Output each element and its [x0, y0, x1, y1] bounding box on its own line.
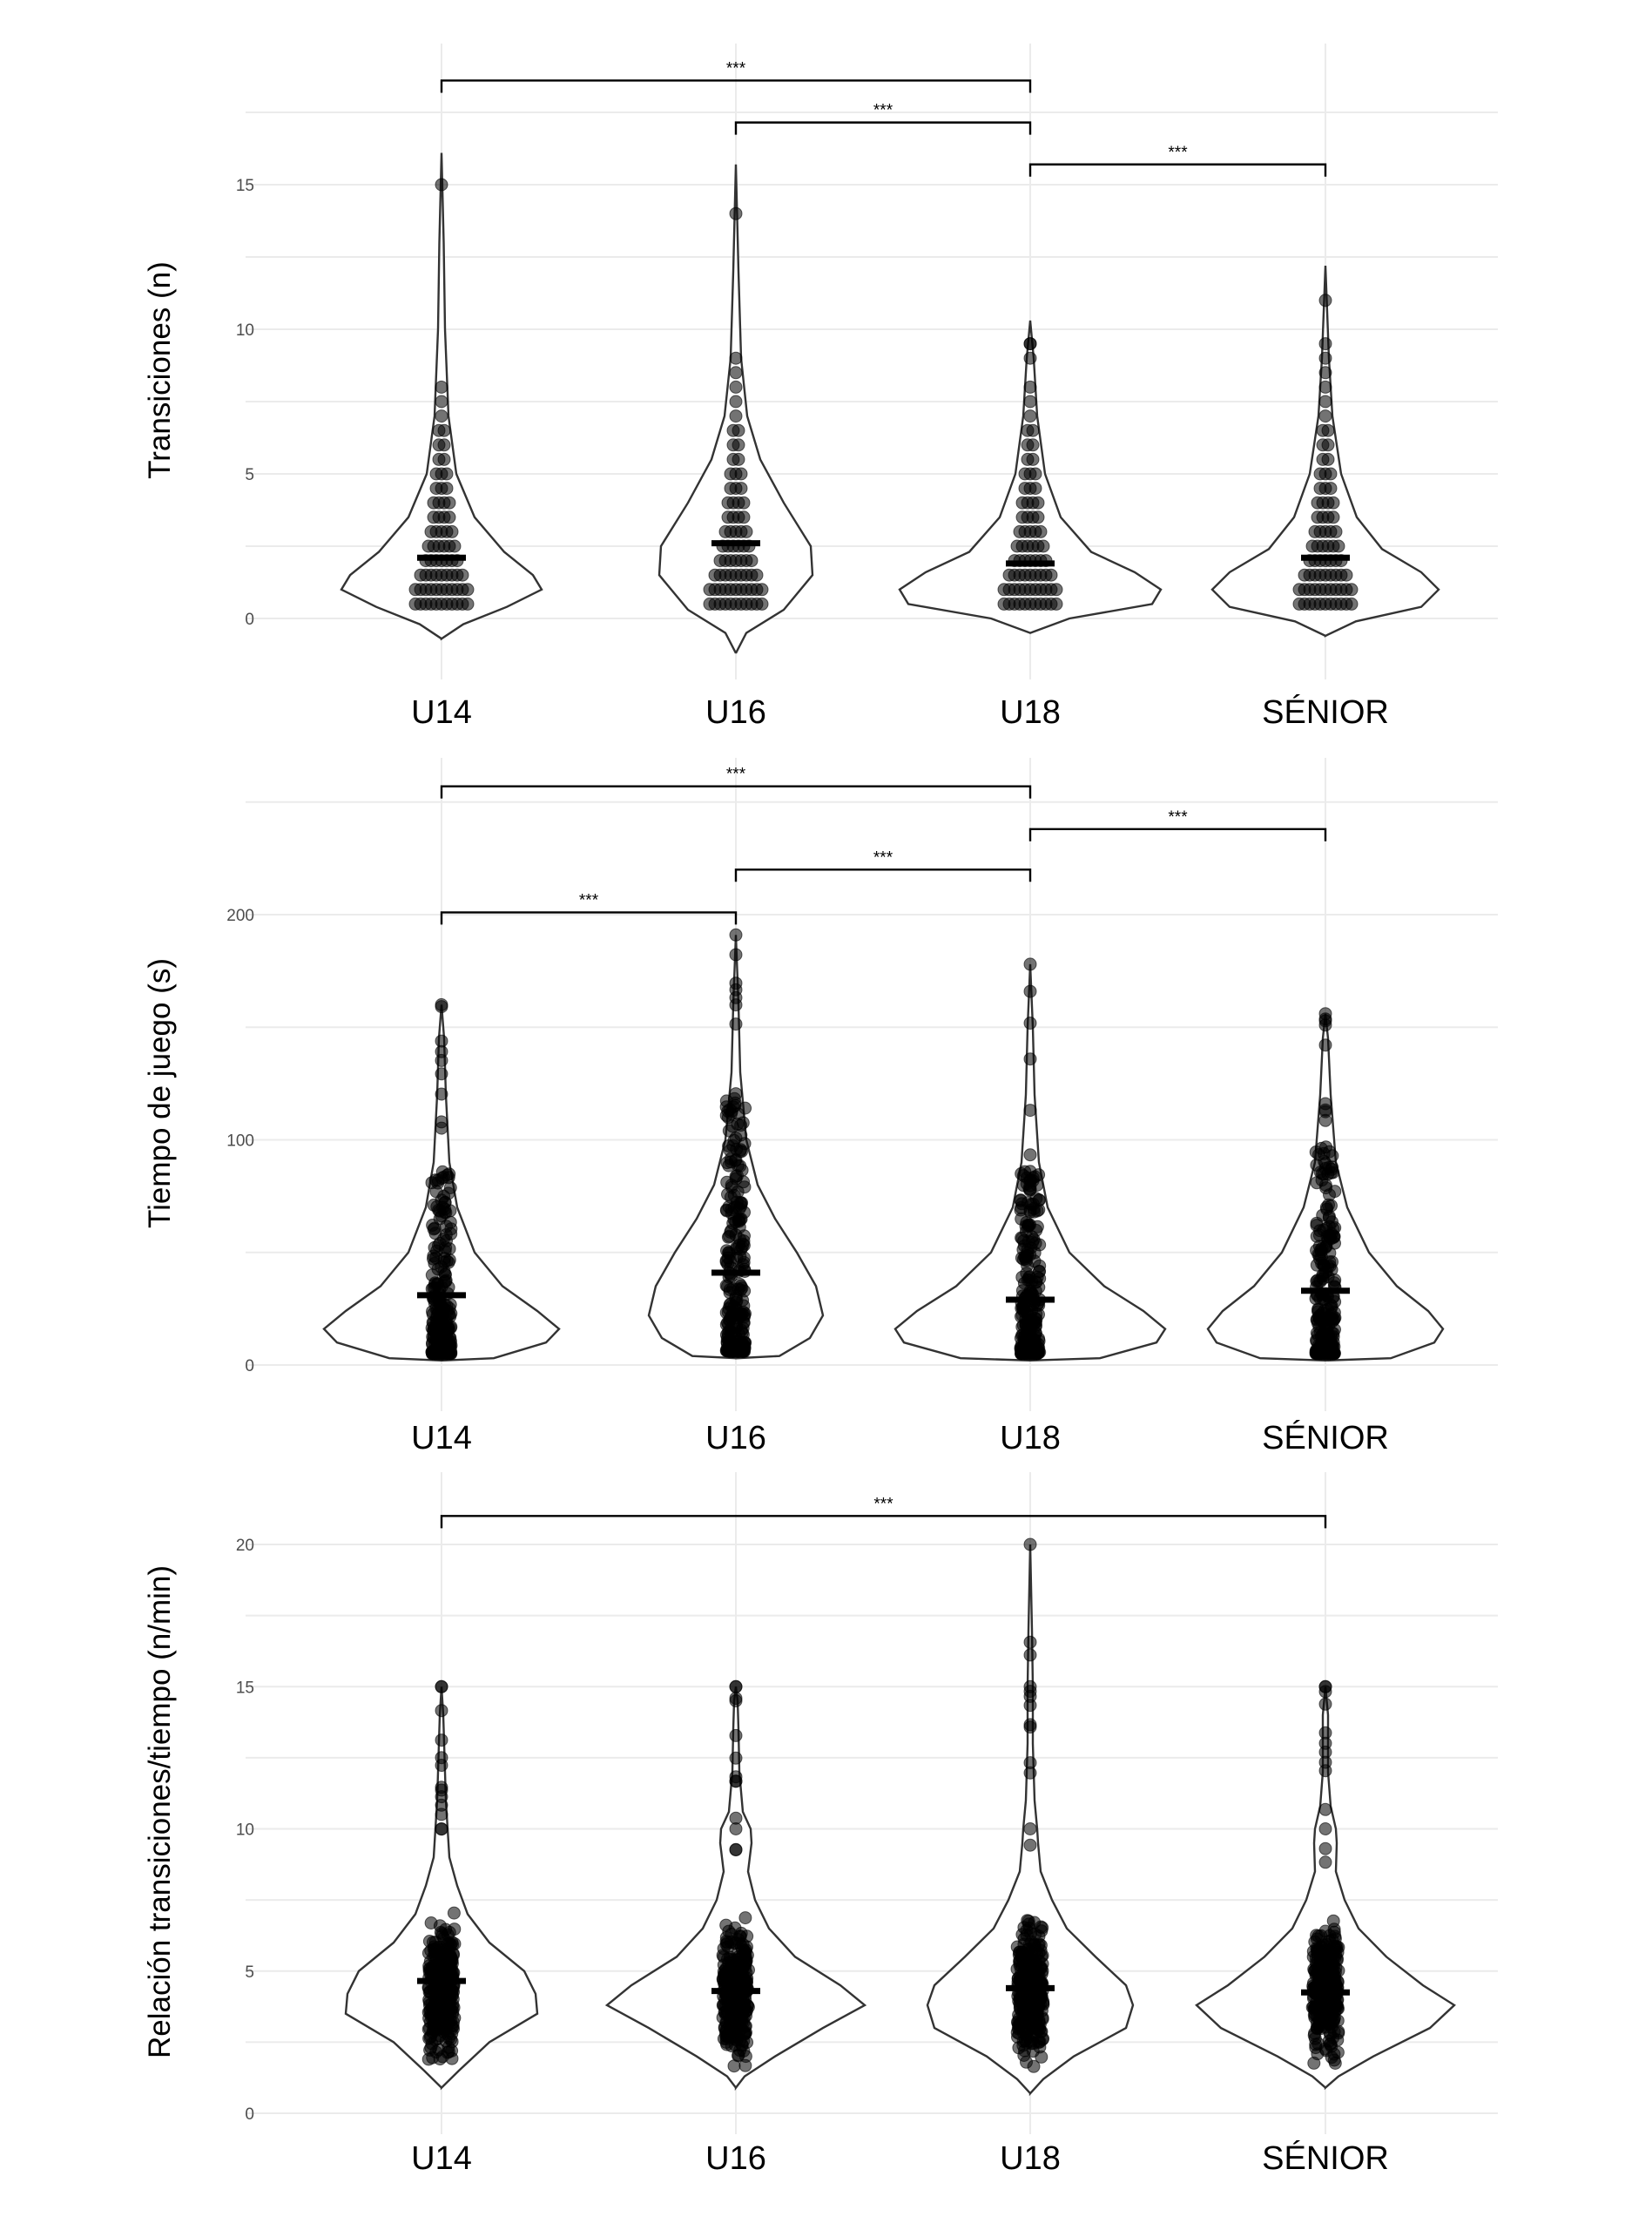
- data-point: [448, 1907, 460, 1919]
- data-point: [1332, 2046, 1344, 2058]
- data-point: [1033, 1342, 1045, 1355]
- data-point: [438, 1932, 450, 1944]
- data-point: [1319, 1158, 1332, 1170]
- data-point: [462, 598, 474, 610]
- data-point: [1325, 468, 1337, 480]
- data-point: [1028, 2060, 1040, 2072]
- x-tick-label: U18: [1000, 2140, 1061, 2177]
- data-point: [1315, 2010, 1327, 2022]
- data-point: [1027, 439, 1039, 451]
- data-point: [1024, 1538, 1036, 1551]
- data-point: [436, 2010, 448, 2023]
- data-point: [1319, 294, 1332, 307]
- data-point: [1024, 1149, 1036, 1161]
- data-point: [435, 1808, 448, 1821]
- data-point: [1032, 497, 1044, 509]
- data-point: [1327, 511, 1339, 524]
- data-point: [435, 1734, 448, 1747]
- data-point: [1319, 367, 1332, 379]
- data-point: [429, 1945, 442, 1957]
- data-point: [735, 483, 747, 495]
- data-point: [730, 367, 742, 379]
- points-u16: [720, 929, 752, 1357]
- x-tick-label: U14: [411, 1420, 472, 1456]
- data-point: [730, 207, 742, 220]
- data-point: [1026, 2006, 1038, 2018]
- data-point: [441, 1234, 453, 1247]
- data-point: [1319, 1698, 1332, 1710]
- data-point: [435, 1088, 448, 1100]
- data-point: [1024, 1105, 1036, 1117]
- data-point: [1018, 1938, 1030, 1950]
- data-point: [1011, 2026, 1023, 2038]
- data-point: [440, 1335, 452, 1348]
- data-point: [756, 584, 768, 596]
- data-point: [432, 1278, 444, 1290]
- data-point: [446, 2044, 458, 2057]
- significance-label: ***: [1168, 143, 1188, 162]
- significance-label: ***: [873, 848, 893, 868]
- data-point: [1311, 1259, 1323, 1271]
- significance-bracket: [1030, 165, 1325, 177]
- data-point: [739, 2059, 752, 2071]
- data-point: [730, 999, 742, 1011]
- data-point: [435, 179, 448, 191]
- data-point: [1020, 1253, 1032, 1265]
- data-point: [751, 569, 763, 581]
- data-point: [740, 525, 752, 537]
- data-point: [1024, 1700, 1036, 1712]
- data-point: [720, 1999, 732, 2011]
- data-point: [1035, 1921, 1047, 1933]
- data-point: [1016, 1346, 1028, 1358]
- data-point: [435, 1680, 448, 1693]
- data-point: [738, 1240, 750, 1252]
- panel-relacion-transiciones-tiempo: [143, 1472, 1498, 2177]
- data-point: [732, 453, 745, 465]
- y-tick-label: 0: [245, 611, 254, 629]
- data-point: [1024, 1757, 1036, 1769]
- data-point: [430, 1252, 442, 1264]
- data-point: [1319, 1680, 1332, 1693]
- data-point: [732, 439, 745, 451]
- data-point: [1035, 525, 1047, 537]
- data-point: [1319, 1039, 1332, 1051]
- data-point: [1015, 1194, 1027, 1206]
- data-point: [1327, 497, 1339, 509]
- data-point: [1024, 338, 1036, 350]
- data-point: [448, 540, 461, 552]
- data-point: [1319, 1842, 1332, 1855]
- data-point: [741, 1972, 753, 1984]
- data-point: [1024, 1206, 1036, 1218]
- data-point: [441, 468, 453, 480]
- data-point: [1308, 2030, 1320, 2042]
- data-point: [435, 1068, 448, 1080]
- y-tick-label: 5: [245, 466, 254, 484]
- data-point: [435, 1122, 448, 1134]
- y-tick-label: 15: [235, 1679, 254, 1698]
- data-point: [724, 1284, 736, 1296]
- x-tick-label: SÉNIOR: [1262, 2140, 1389, 2177]
- data-point: [1024, 1839, 1036, 1851]
- data-point: [1322, 424, 1334, 436]
- data-point: [441, 483, 453, 495]
- data-point: [1315, 1929, 1327, 1942]
- points-u14: [426, 998, 457, 1360]
- data-point: [435, 1210, 448, 1222]
- significance-label: ***: [725, 59, 746, 78]
- data-point: [739, 1912, 752, 1924]
- data-point: [730, 352, 742, 364]
- data-point: [443, 1168, 455, 1180]
- significance-label: ***: [873, 1495, 893, 1514]
- data-point: [1319, 1008, 1332, 1020]
- x-tick-label: U18: [1000, 1420, 1061, 1456]
- x-tick-label: U18: [1000, 694, 1061, 731]
- data-point: [428, 1223, 440, 1235]
- y-tick-label: 20: [235, 1537, 254, 1555]
- data-point: [435, 1705, 448, 1717]
- data-point: [1332, 540, 1345, 552]
- data-point: [730, 1153, 742, 1166]
- data-point: [1319, 410, 1332, 422]
- data-point: [730, 929, 742, 941]
- data-point: [1319, 338, 1332, 350]
- data-point: [1050, 598, 1062, 610]
- data-point: [1029, 1316, 1042, 1328]
- data-point: [1024, 352, 1036, 364]
- data-point: [738, 497, 750, 509]
- data-point: [736, 1327, 748, 1339]
- x-tick-label: SÉNIOR: [1262, 694, 1389, 731]
- data-point: [732, 1108, 745, 1120]
- data-point: [1024, 1823, 1036, 1835]
- x-tick-label: U14: [411, 2140, 472, 2177]
- data-point: [1345, 598, 1358, 610]
- data-point: [722, 1231, 734, 1243]
- data-point: [1319, 1803, 1332, 1815]
- data-point: [1014, 1959, 1026, 1971]
- y-axis-label: Tiempo de juego (s): [143, 958, 177, 1228]
- data-point: [1318, 1345, 1331, 1357]
- data-point: [730, 1018, 742, 1031]
- data-point: [1319, 1727, 1332, 1739]
- data-point: [1319, 1823, 1332, 1835]
- data-point: [1016, 1233, 1028, 1245]
- data-point: [435, 1784, 448, 1796]
- y-tick-label: 10: [235, 321, 254, 340]
- data-point: [1036, 2013, 1049, 2025]
- data-point: [730, 1823, 742, 1835]
- y-tick-label: 10: [235, 1821, 254, 1840]
- data-point: [730, 949, 742, 961]
- data-point: [1034, 1260, 1046, 1272]
- data-point: [1024, 395, 1036, 408]
- data-point: [1050, 584, 1062, 596]
- data-point: [1319, 1114, 1332, 1126]
- y-tick-label: 15: [235, 177, 254, 195]
- data-point: [1319, 1856, 1332, 1868]
- data-point: [756, 598, 768, 610]
- data-point: [1319, 352, 1332, 364]
- data-point: [730, 1680, 742, 1693]
- y-axis-label: Transiciones (n): [143, 261, 177, 479]
- data-point: [425, 2030, 437, 2042]
- data-point: [1024, 1649, 1036, 1661]
- data-point: [1313, 1229, 1325, 1241]
- data-point: [732, 424, 745, 436]
- data-point: [1310, 1963, 1322, 1976]
- data-point: [1022, 1274, 1034, 1286]
- significance-bracket: [736, 869, 1030, 882]
- data-point: [1316, 1312, 1328, 1324]
- y-tick-label: 0: [245, 2105, 254, 2124]
- x-tick-label: U16: [705, 2140, 766, 2177]
- significance-label: ***: [1168, 808, 1188, 827]
- data-point: [1045, 569, 1057, 581]
- data-point: [1316, 1975, 1328, 1987]
- data-point: [730, 1695, 742, 1707]
- data-point: [1024, 985, 1036, 997]
- data-point: [1024, 1017, 1036, 1030]
- data-point: [425, 2042, 437, 2054]
- data-point: [728, 1213, 740, 1226]
- data-point: [1019, 2044, 1031, 2057]
- data-point: [1322, 439, 1334, 451]
- data-point: [1321, 1997, 1333, 2010]
- panel-transiciones: [143, 44, 1498, 731]
- data-point: [1319, 381, 1332, 393]
- data-point: [1024, 1719, 1036, 1731]
- data-point: [1024, 1680, 1036, 1693]
- significance-bracket: [736, 123, 1030, 135]
- data-point: [730, 395, 742, 408]
- data-point: [1027, 453, 1039, 465]
- data-point: [435, 998, 448, 1010]
- data-point: [745, 555, 758, 567]
- data-point: [1024, 1053, 1036, 1065]
- data-point: [738, 1341, 751, 1354]
- data-point: [425, 1917, 437, 1929]
- data-point: [1029, 468, 1042, 480]
- data-point: [1328, 1314, 1340, 1326]
- data-point: [1024, 410, 1036, 422]
- significance-label: ***: [725, 765, 746, 784]
- data-point: [1313, 1240, 1325, 1253]
- data-point: [730, 1132, 742, 1144]
- data-point: [1325, 483, 1337, 495]
- data-point: [1037, 540, 1049, 552]
- data-point: [435, 395, 448, 408]
- data-point: [1319, 1756, 1332, 1768]
- x-tick-label: U16: [705, 1420, 766, 1456]
- data-point: [732, 2015, 745, 2027]
- data-point: [720, 1256, 732, 1268]
- data-point: [435, 1823, 448, 1835]
- data-point: [1024, 381, 1036, 393]
- data-point: [456, 569, 469, 581]
- significance-bracket: [442, 1516, 1325, 1528]
- x-tick-label: SÉNIOR: [1262, 1420, 1389, 1456]
- data-point: [1345, 584, 1358, 596]
- data-point: [728, 2031, 740, 2044]
- data-point: [1322, 453, 1334, 465]
- data-point: [1032, 511, 1044, 524]
- y-axis-label: Relación transiciones/tiempo (n/min): [143, 1564, 177, 2059]
- data-point: [741, 1930, 753, 1943]
- data-point: [442, 1992, 455, 2004]
- data-point: [735, 468, 747, 480]
- x-tick-label: U16: [705, 694, 766, 731]
- data-point: [730, 1170, 742, 1182]
- data-point: [1024, 958, 1036, 970]
- data-point: [1024, 1636, 1036, 1648]
- data-point: [1308, 2057, 1320, 2069]
- data-point: [1324, 2018, 1336, 2031]
- data-point: [730, 1088, 742, 1100]
- data-point: [728, 2060, 740, 2072]
- y-tick-label: 200: [226, 907, 254, 925]
- data-point: [1319, 2043, 1332, 2055]
- significance-label: ***: [873, 101, 893, 120]
- data-point: [435, 1194, 448, 1206]
- data-point: [1324, 1189, 1336, 1201]
- data-point: [1323, 1212, 1335, 1224]
- data-point: [462, 584, 474, 596]
- data-point: [435, 1760, 448, 1772]
- y-tick-label: 100: [226, 1132, 254, 1151]
- data-point: [443, 511, 455, 524]
- data-point: [438, 424, 450, 436]
- data-point: [1024, 1166, 1036, 1178]
- panel-tiempo-de-juego: [143, 758, 1498, 1456]
- data-point: [731, 1201, 743, 1213]
- data-point: [438, 453, 450, 465]
- y-tick-label: 0: [245, 1357, 254, 1375]
- data-point: [1319, 1098, 1332, 1110]
- significance-bracket: [1030, 829, 1325, 841]
- data-point: [443, 497, 455, 509]
- data-point: [730, 1775, 742, 1787]
- data-point: [1029, 483, 1042, 495]
- data-point: [730, 410, 742, 422]
- data-point: [1340, 569, 1352, 581]
- data-point: [726, 1120, 738, 1132]
- data-point: [730, 381, 742, 393]
- data-point: [1330, 525, 1342, 537]
- data-point: [1322, 1271, 1334, 1283]
- x-tick-label: U14: [411, 694, 472, 731]
- data-point: [432, 1304, 444, 1316]
- data-point: [732, 1312, 745, 1324]
- significance-label: ***: [578, 891, 599, 910]
- data-point: [735, 1280, 747, 1292]
- data-point: [1031, 1220, 1043, 1233]
- data-point: [442, 1256, 455, 1268]
- data-point: [1024, 1179, 1036, 1192]
- data-point: [423, 1963, 435, 1975]
- data-point: [724, 1344, 736, 1356]
- data-point: [1328, 1926, 1340, 1938]
- data-point: [730, 1752, 742, 1764]
- data-point: [435, 381, 448, 393]
- data-point: [722, 1953, 734, 1965]
- data-point: [1027, 424, 1039, 436]
- data-point: [730, 977, 742, 990]
- data-point: [1033, 1939, 1045, 1951]
- data-point: [1329, 1295, 1341, 1308]
- data-point: [446, 525, 458, 537]
- data-point: [738, 511, 750, 524]
- data-point: [1311, 1947, 1324, 1959]
- data-point: [435, 1045, 448, 1058]
- data-point: [730, 1843, 742, 1855]
- data-point: [438, 439, 450, 451]
- data-point: [435, 410, 448, 422]
- data-point: [1319, 395, 1332, 408]
- data-point: [426, 1177, 438, 1189]
- data-point: [730, 1729, 742, 1741]
- y-tick-label: 5: [245, 1963, 254, 1982]
